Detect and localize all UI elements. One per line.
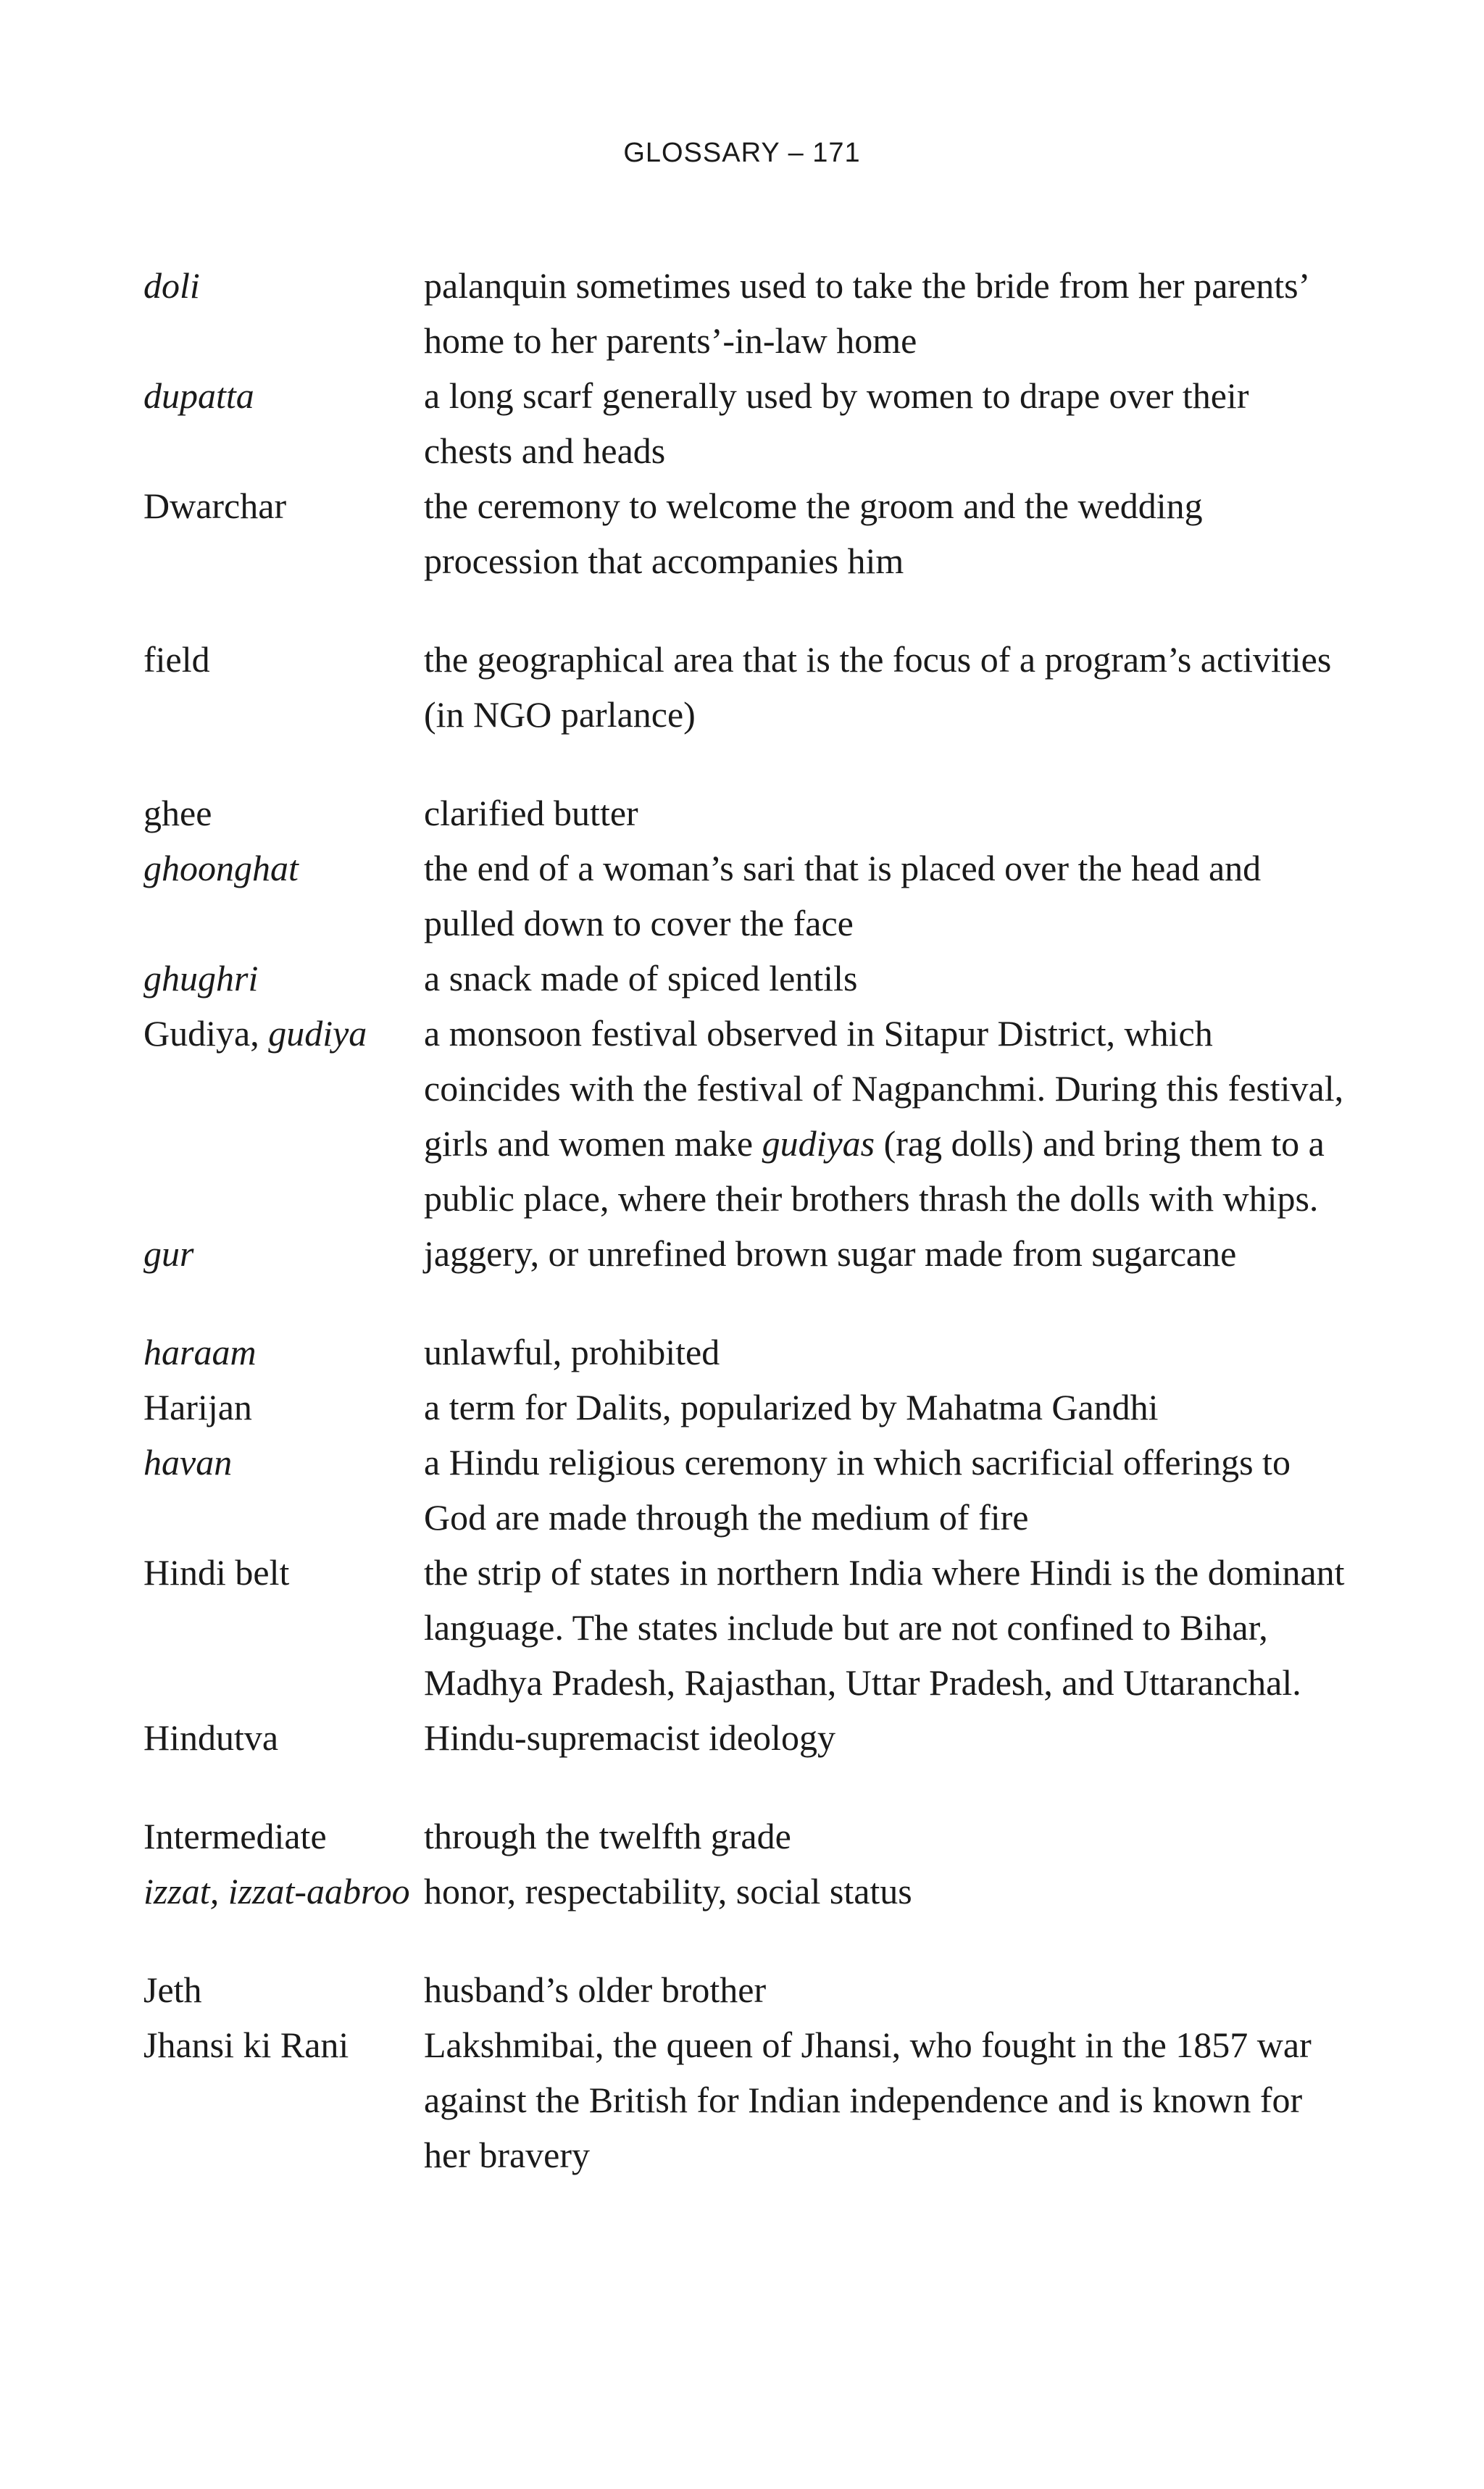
glossary-term: dupatta	[143, 375, 254, 416]
glossary-term: doli	[143, 265, 200, 306]
letter-group-spacer	[143, 742, 1346, 785]
letter-group-spacer	[143, 588, 1346, 632]
letter-group-spacer	[143, 1765, 1346, 1809]
glossary-term: Hindutva	[143, 1717, 279, 1758]
glossary-entry	[143, 368, 1346, 478]
letter-group-spacer	[143, 1919, 1346, 1962]
glossary-entry	[143, 478, 1346, 588]
glossary-entry	[143, 951, 1346, 1006]
letter-group-spacer	[143, 1281, 1346, 1325]
glossary-definition: the ceremony to welcome the groom and the wedding procession that accompanies him	[424, 485, 1203, 581]
glossary-entry	[143, 1226, 1346, 1281]
glossary-term: haraam	[143, 1332, 257, 1372]
definition-part: a monsoon festival observed in Sitapur District, which coincides with the festival of Nagpanchmi. During this festival, girls and women make	[424, 1013, 1344, 1164]
glossary-definition: a Hindu religious ceremony in which sacrificial offerings to God are made through the medium of fire	[424, 1442, 1291, 1538]
glossary-entry	[143, 258, 1346, 368]
glossary-entry	[143, 841, 1346, 951]
glossary-entry	[143, 1435, 1346, 1545]
glossary-entry	[143, 1864, 1346, 1919]
glossary-term-part: izzat-aabroo	[228, 1871, 410, 1911]
glossary-entry	[143, 2017, 1346, 2182]
glossary-entry	[143, 1006, 1346, 1226]
glossary-definition: a long scarf generally used by women to drape over their chests and heads	[424, 375, 1249, 471]
glossary-list	[143, 258, 1346, 2182]
glossary-term: ghughri	[143, 958, 259, 998]
glossary-definition: Lakshmibai, the queen of Jhansi, who fought in the 1857 war against the British for Indian independence and is known for her bravery	[424, 2025, 1312, 2175]
definition-italic-word: gudiyas	[762, 1123, 875, 1164]
glossary-entry	[143, 1962, 1346, 2017]
glossary-definition: a term for Dalits, popularized by Mahatma Gandhi	[424, 1387, 1159, 1427]
glossary-term: Jhansi ki Rani	[143, 2025, 349, 2065]
glossary-definition	[424, 1006, 1346, 1226]
glossary-definition: clarified butter	[424, 793, 638, 833]
glossary-term: field	[143, 639, 210, 680]
glossary-term-part: izzat,	[143, 1871, 220, 1911]
glossary-term: Dwarchar	[143, 485, 287, 526]
glossary-entry	[143, 1809, 1346, 1864]
glossary-term: Harijan	[143, 1387, 252, 1427]
glossary-term-roman: Gudiya,	[143, 1013, 259, 1054]
glossary-definition: unlawful, prohibited	[424, 1332, 720, 1372]
glossary-term: ghoonghat	[143, 848, 299, 888]
definition-part: (rag dolls) and bring them to a public place, where their brothers thrash the dolls with whips.	[424, 1123, 1325, 1219]
glossary-entry	[143, 1710, 1346, 1765]
glossary-term: ghee	[143, 793, 212, 833]
glossary-entry	[143, 632, 1346, 742]
glossary-entry	[143, 1325, 1346, 1380]
glossary-entry	[143, 785, 1346, 841]
glossary-entry	[143, 1380, 1346, 1435]
glossary-definition: husband’s older brother	[424, 1969, 767, 2010]
glossary-term	[143, 1006, 424, 1061]
glossary-definition: the strip of states in northern India where Hindi is the dominant language. The states include but are not confined to Bihar, Madhya Pradesh, Rajasthan, Uttar Pradesh, and Uttaranchal.	[424, 1552, 1345, 1703]
glossary-term: Hindi belt	[143, 1552, 290, 1593]
glossary-term: Intermediate	[143, 1816, 327, 1856]
glossary-term: havan	[143, 1442, 233, 1483]
running-head: GLOSSARY – 171	[623, 138, 861, 168]
glossary-definition: a snack made of spiced lentils	[424, 958, 858, 998]
glossary-definition: jaggery, or unrefined brown sugar made from sugarcane	[424, 1233, 1237, 1274]
glossary-term: Jeth	[143, 1969, 202, 2010]
glossary-definition: Hindu-supremacist ideology	[424, 1717, 835, 1758]
glossary-term: gur	[143, 1233, 194, 1274]
glossary-definition: the geographical area that is the focus of a program’s activities (in NGO parlance)	[424, 639, 1332, 735]
glossary-entry	[143, 1545, 1346, 1710]
glossary-definition: honor, respectability, social status	[424, 1871, 912, 1911]
glossary-term	[143, 1864, 424, 1919]
glossary-definition: palanquin sometimes used to take the bride from her parents’ home to her parents’-in-law home	[424, 265, 1308, 361]
glossary-term-italic: gudiya	[268, 1013, 367, 1054]
glossary-definition: through the twelfth grade	[424, 1816, 791, 1856]
glossary-definition: the end of a woman’s sari that is placed over the head and pulled down to cover the face	[424, 848, 1262, 943]
